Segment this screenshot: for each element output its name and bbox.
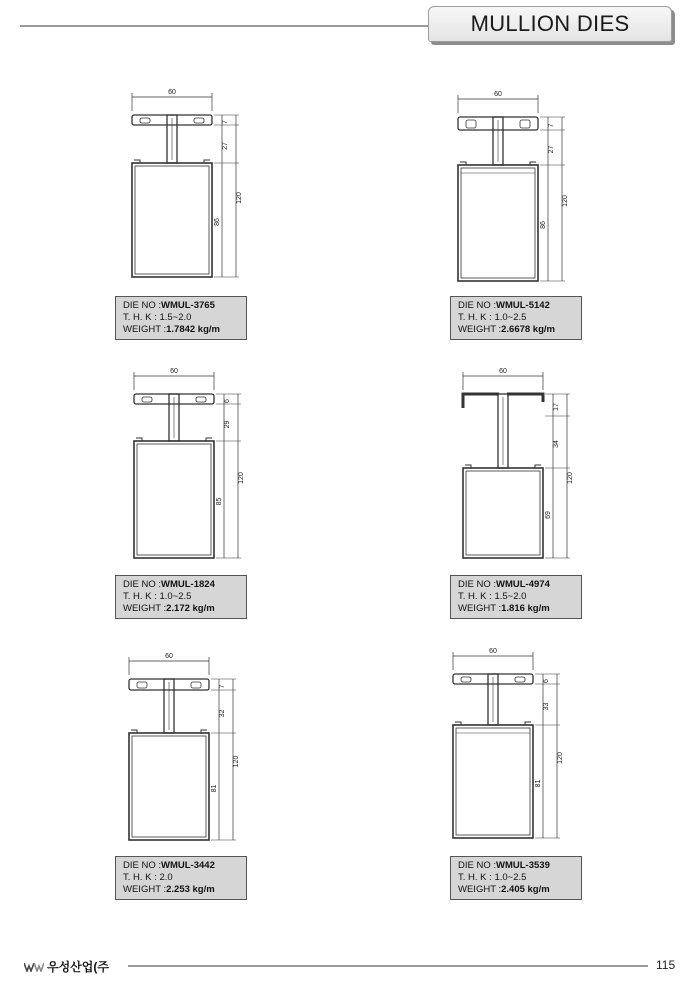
page-title: MULLION DIES	[470, 11, 630, 36]
box-profile-inner	[456, 728, 530, 835]
width-dimension-label: 60	[499, 368, 507, 375]
box-profile-inner	[466, 471, 540, 555]
total-dimension-label: 120	[238, 472, 245, 484]
weight-label: WEIGHT :	[458, 884, 502, 895]
flange-dimension-label: 17	[553, 403, 560, 411]
die-no-label: DIE NO :	[123, 300, 162, 311]
box-profile-outer	[129, 733, 209, 840]
die-info-box	[115, 296, 247, 340]
flange-dimension-label: 7	[548, 123, 555, 128]
flange-dimension-label: 6	[543, 679, 550, 683]
total-dimension-label: 120	[557, 752, 564, 764]
total-dimension-label: 120	[233, 755, 240, 768]
width-dimension-label: 60	[170, 368, 178, 375]
width-dimension-label: 60	[165, 653, 173, 660]
die-no-value: WMUL-3539	[496, 860, 550, 871]
flange-groove	[191, 682, 201, 688]
die-no-value: WMUL-3442	[161, 860, 215, 871]
width-dimension-label: 60	[489, 648, 497, 655]
page-number: 115	[656, 958, 676, 972]
thk-value: 2.0	[159, 872, 173, 883]
flange-groove	[137, 682, 147, 688]
die-info-box	[450, 856, 582, 900]
total-dimension-label: 120	[236, 192, 243, 204]
flange-groove	[194, 118, 204, 123]
box-profile-outer	[132, 163, 212, 277]
weight-value: 2.172 kg/m	[166, 603, 215, 614]
thk-value: 1.0~2.5	[494, 312, 527, 323]
width-dimension-label: 60	[168, 89, 176, 96]
die-no-value: WMUL-3765	[161, 300, 215, 311]
flange-groove	[461, 677, 471, 682]
weight-label: WEIGHT :	[123, 603, 167, 614]
weight-label: WEIGHT :	[123, 884, 167, 895]
die-no-value: WMUL-1824	[161, 579, 215, 590]
thk-label: T. H. K :	[123, 872, 157, 883]
thk-value: 1.0~2.5	[159, 591, 192, 602]
thk-label: T. H. K :	[458, 591, 492, 602]
flange-dimension-label: 7	[222, 120, 229, 124]
die-info-box	[115, 575, 247, 619]
die-info-box	[115, 856, 247, 900]
thk-value: 1.5~2.0	[494, 591, 527, 602]
total-dimension-label: 120	[567, 472, 574, 484]
box-profile-outer	[453, 725, 533, 838]
box-dimension-label: 86	[214, 218, 221, 226]
total-dimension-label: 120	[562, 195, 569, 207]
thk-value: 1.5~2.0	[159, 312, 192, 323]
web-dimension-label: 29	[224, 420, 231, 429]
die-no-label: DIE NO :	[123, 579, 162, 590]
web-dimension-label: 27	[548, 145, 555, 154]
die-info-box	[450, 296, 582, 340]
web-dimension-label: 34	[553, 440, 560, 448]
flange-groove	[196, 397, 206, 402]
flange-dimension-label: 7	[219, 684, 226, 689]
box-profile-outer	[458, 165, 538, 281]
flange-groove	[515, 677, 525, 682]
box-profile-inner	[132, 736, 206, 837]
box-profile-inner	[137, 444, 211, 555]
thk-value: 1.0~2.5	[494, 872, 527, 883]
width-dimension-label: 60	[494, 91, 502, 98]
weight-label: WEIGHT :	[458, 324, 502, 335]
box-profile-inner	[461, 168, 535, 278]
thk-label: T. H. K :	[458, 312, 492, 323]
web-dimension-label: 33	[543, 702, 550, 711]
die-no-value: WMUL-5142	[496, 300, 550, 311]
weight-value: 1.7842 kg/m	[166, 324, 220, 335]
weight-label: WEIGHT :	[458, 603, 502, 614]
thk-label: T. H. K :	[123, 312, 157, 323]
box-dimension-label: 86	[540, 221, 547, 229]
box-profile-outer	[463, 468, 543, 558]
company-logo-icon	[24, 962, 44, 972]
box-dimension-label: 69	[545, 511, 552, 519]
web-dimension-label: 27	[222, 142, 229, 150]
weight-value: 2.405 kg/m	[501, 884, 550, 895]
flange-groove	[520, 120, 530, 128]
flange-groove	[466, 120, 476, 128]
box-profile-outer	[134, 441, 214, 558]
company-logo	[24, 958, 109, 975]
footer-rule	[128, 965, 648, 967]
die-no-label: DIE NO :	[123, 860, 162, 871]
box-dimension-label: 81	[211, 784, 218, 793]
web-dimension-label: 32	[219, 709, 226, 718]
box-profile-inner	[135, 166, 209, 274]
flange-groove	[140, 118, 150, 123]
flange-groove	[142, 397, 152, 402]
die-info-box	[450, 575, 582, 619]
weight-value: 2.253 kg/m	[166, 884, 215, 895]
weight-value: 2.6678 kg/m	[501, 324, 555, 335]
flange-dimension-label: 6	[224, 399, 231, 403]
die-no-value: WMUL-4974	[496, 579, 550, 590]
weight-value: 1.816 kg/m	[501, 603, 550, 614]
box-dimension-label: 81	[535, 779, 542, 788]
thk-label: T. H. K :	[458, 872, 492, 883]
box-dimension-label: 85	[216, 497, 223, 506]
die-no-label: DIE NO :	[458, 860, 497, 871]
die-no-label: DIE NO :	[458, 300, 497, 311]
thk-label: T. H. K :	[123, 591, 157, 602]
die-no-label: DIE NO :	[458, 579, 497, 590]
company-name: 우성산업(주	[47, 960, 109, 974]
weight-label: WEIGHT :	[123, 324, 167, 335]
